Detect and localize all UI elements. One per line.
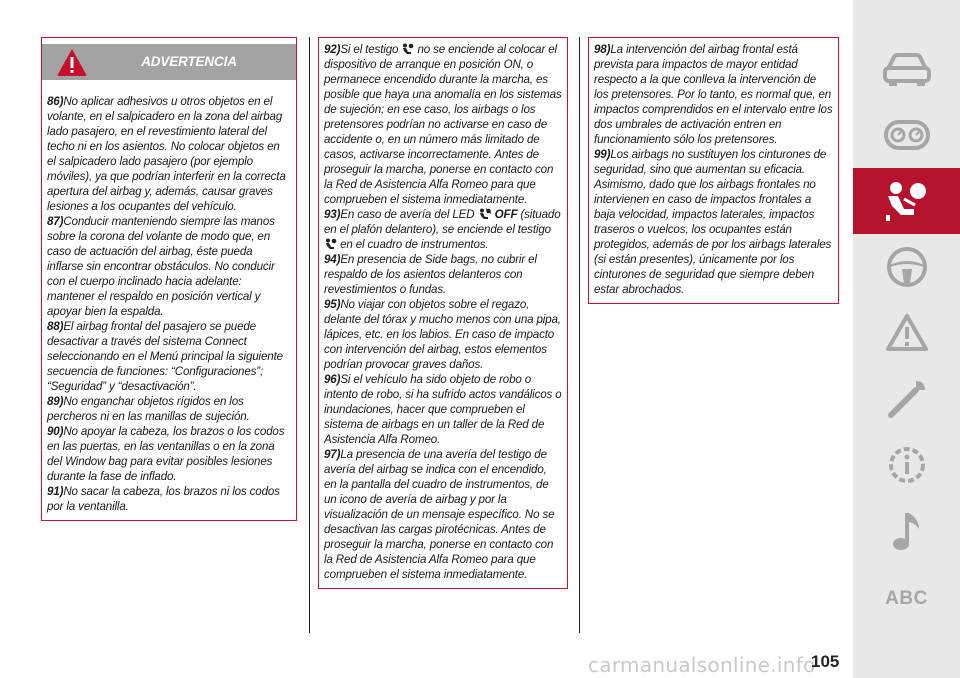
note-90: 90)No apoyar la cabeza, los brazos o los codos en las puertas, en las ventanillas o en la zona del Window bag para evitar posibles lesiones durante la fase de inflado. <box>47 425 285 483</box>
gauge-icon <box>883 117 931 153</box>
note-97: 97)La presencia de una avería del testigo de avería del airbag se indica con el encendido, en la pantalla del cuadro de instrumentos, de un icono de avería de airbag y por la visualización de un mensaje específico. No se desactivan las cargas pirotécnicas. Antes de proseguir la marcha, ponerse en contacto con la Red de Asistencia Alfa Romeo para que comprueben el sistema inmediatamente. <box>324 448 555 581</box>
note-92: 92)Si el testigo no se enciende al colocar el dispositivo de arranque en posición ON, o permanece encendido durante la marcha, es posible que haya una anomalía en los sistemas de sujeción; en ese caso, los airbags o los pretensores podrían no activarse en caso de accidente o, en un número más limitado de casos, activarse incorrectamente. Antes de proseguir la marcha, ponerse en contacto con la Red de Asistencia Alfa Romeo para que comprueben el sistema inmediatamente. <box>324 43 562 206</box>
column-1 <box>41 37 297 521</box>
warning-title: ADVERTENCIA <box>141 54 237 69</box>
sidebar-item-index[interactable] <box>853 566 960 632</box>
note-91: 91)No sacar la cabeza, los brazos ni los codos por la ventanilla. <box>47 485 280 513</box>
warning-triangle-icon <box>885 313 929 353</box>
steering-wheel-icon <box>885 245 929 289</box>
sidebar-item-vehicle[interactable] <box>853 36 960 102</box>
airbag-warning-icon <box>401 43 414 55</box>
note-95: 95)No viajar con objetos sobre el regazo, delante del tórax y mucho menos con una pipa, lápices, etc. en los labios. En caso de impacto con intervención del airbag, estos elementos podrían provocar graves daños. <box>324 298 561 371</box>
passenger-airbag-off-icon <box>478 208 492 220</box>
page-number: 105 <box>811 652 840 671</box>
sidebar-item-safety[interactable] <box>853 168 960 234</box>
column-divider-1 <box>309 37 310 633</box>
note-86: 86)No aplicar adhesivos u otros objetos en el volante, en el salpicadero en la zona del airbag lado pasajero, en el revestimiento lateral del techo ni en los asientos. No colocar objetos en el salpicadero lado pasajero (por ejemplo móviles), ya que podrían interferir en la correcta apertura del airbag y, además, causar graves lesiones a los ocupantes del vehículo. <box>47 95 286 213</box>
note-88: 88)El airbag frontal del pasajero se puede desactivar a través del sistema Connect seleccionando en el Menú principal la siguiente secuencia de funciones: “Configuraciones”; “Seguridad” y “desactivación”. <box>47 320 283 393</box>
note-87: 87)Conducir manteniendo siempre las manos sobre la corona del volante de modo que, en caso de actuación del airbag, éste pueda inflarse sin encontrar obstáculos. No conducir con el cuerpo inclinado hacia adelante: mantener el respaldo en posición vertical y apoyar bien la espalda. <box>47 215 275 318</box>
notes-box-2 <box>318 37 568 589</box>
watermark: carmanualsonline.info <box>588 653 816 677</box>
abc-index-label: ABC <box>885 588 928 609</box>
column-3 <box>588 37 839 304</box>
warning-header <box>42 44 296 80</box>
note-99: 99)Los airbags no sustituyen los cinturones de seguridad, sino que aumentan su eficacia. Asimismo, dado que los airbags frontales no intervienen en caso de impactos frontales a baja velocidad, impactos laterales, impactos traseros o vuelcos, los ocupantes están protegidos, además de por los airbags laterales (si están presentes), únicamente por los cinturones de seguridad que siempre deben estar abrochados. <box>594 148 832 296</box>
note-94: 94)En presencia de Side bags, no cubrir el respaldo de los asientos delanteros con revestimientos o fundas. <box>324 253 537 296</box>
note-89: 89)No enganchar objetos rígidos en los percheros ni en las manillas de sujeción. <box>47 395 250 423</box>
column-2 <box>318 37 568 589</box>
warning-box <box>41 37 297 521</box>
car-icon <box>882 49 932 89</box>
sidebar-item-technical-data[interactable] <box>853 432 960 498</box>
sidebar-item-emergency[interactable] <box>853 300 960 366</box>
note-93: 93)En caso de avería del LED OFF (situado en el plafón delantero), se enciende el testigo en el cuadro de instrumentos. <box>324 208 561 251</box>
note-98: 98)La intervención del airbag frontal está prevista para impactos de mayor entidad respecto a la que conlleva la intervención de los pretensores. Por lo tanto, es normal que, en impactos comprendidos en el intervalo entre los dos umbrales de activación entren en funcionamiento sólo los pretensores. <box>594 43 833 146</box>
music-note-icon <box>889 509 925 553</box>
sidebar-item-maintenance[interactable] <box>853 366 960 432</box>
chapter-sidebar <box>853 0 960 678</box>
airbag-icon <box>882 179 932 223</box>
wrench-icon <box>885 377 929 421</box>
airbag-warning-icon <box>324 238 337 250</box>
sidebar-item-instruments[interactable] <box>853 102 960 168</box>
settings-info-icon <box>884 442 930 488</box>
note-96: 96)Si el vehículo ha sido objeto de robo o intento de robo, si ha sufrido actos vandálicos o inundaciones, hacer que comprueben el sistema de airbags en un taller de la Red de Asistencia Alfa Romeo. <box>324 373 562 446</box>
notes-box-3 <box>588 37 839 304</box>
sidebar-item-multimedia[interactable] <box>853 498 960 564</box>
sidebar-item-driving[interactable] <box>853 234 960 300</box>
column-divider-2 <box>579 37 580 633</box>
